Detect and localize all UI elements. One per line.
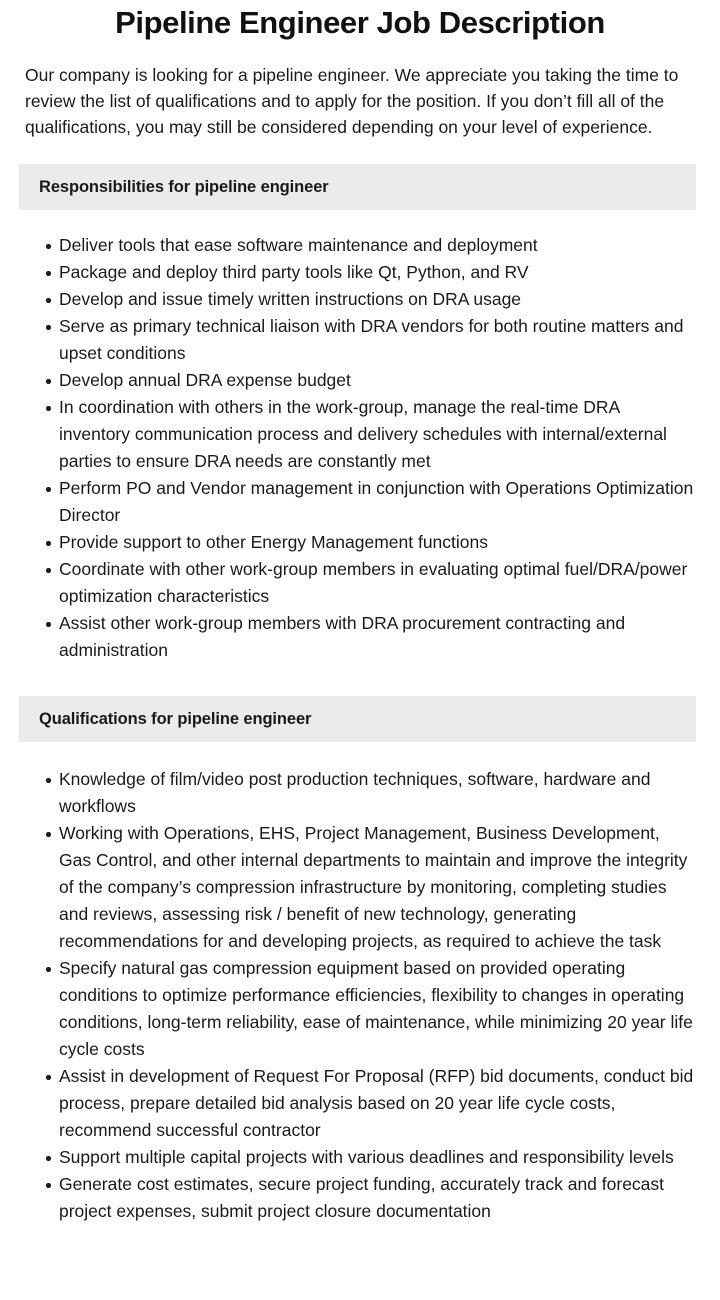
list-item: In coordination with others in the work-group, manage the real-time DRA inventory communication process and delivery schedules with internal/external parties to ensure DRA needs are constantly met xyxy=(25,394,694,475)
list-item: Develop annual DRA expense budget xyxy=(25,367,694,394)
list-item: Knowledge of film/video post production techniques, software, hardware and workflows xyxy=(25,766,694,820)
list-item: Generate cost estimates, secure project funding, accurately track and forecast project expenses, submit project closure documentation xyxy=(25,1171,694,1225)
list-item: Provide support to other Energy Management functions xyxy=(25,529,694,556)
section-heading-label: Responsibilities for pipeline engineer xyxy=(39,178,329,196)
list-item: Develop and issue timely written instructions on DRA usage xyxy=(25,286,694,313)
section-header-qualifications xyxy=(19,696,696,742)
intro-paragraph: Our company is looking for a pipeline engineer. We appreciate you taking the time to review the list of qualifications and to apply for the position. If you don’t fill all of the qualifications, you may still be considered depending on your level of experience. xyxy=(25,65,679,137)
section-qualifications xyxy=(0,696,720,1255)
list-item: Coordinate with other work-group members in evaluating optimal fuel/DRA/power optimization characteristics xyxy=(25,556,694,610)
page-title: Pipeline Engineer Job Description xyxy=(115,5,605,40)
list-item: Deliver tools that ease software maintenance and deployment xyxy=(25,232,694,259)
list-item: Serve as primary technical liaison with DRA vendors for both routine matters and upset conditions xyxy=(25,313,694,367)
list-item: Assist other work-group members with DRA procurement contracting and administration xyxy=(25,610,694,664)
list-item: Package and deploy third party tools like Qt, Python, and RV xyxy=(25,259,694,286)
section-responsibilities xyxy=(0,164,720,668)
qualifications-list xyxy=(0,742,720,1255)
list-item: Specify natural gas compression equipment based on provided operating conditions to optimize performance efficiencies, flexibility to changes in operating conditions, long-term reliability, ease of maintenance, while minimizing 20 year life cycle costs xyxy=(25,955,694,1063)
responsibilities-list xyxy=(0,210,720,668)
list-item: Perform PO and Vendor management in conjunction with Operations Optimization Director xyxy=(25,475,694,529)
section-header-responsibilities xyxy=(19,164,696,210)
list-item: Support multiple capital projects with various deadlines and responsibility levels xyxy=(25,1144,694,1171)
list-item: Working with Operations, EHS, Project Management, Business Development, Gas Control, and other internal departments to maintain and improve the integrity of the company’s compression infrastructure by monitoring, completing studies and reviews, assessing risk / benefit of new technology, generating recommendations for and developing projects, as required to achieve the task xyxy=(25,820,694,955)
section-heading-label: Qualifications for pipeline engineer xyxy=(39,710,312,728)
list-item: Assist in development of Request For Proposal (RFP) bid documents, conduct bid process, prepare detailed bid analysis based on 20 year life cycle costs, recommend successful contractor xyxy=(25,1063,694,1144)
